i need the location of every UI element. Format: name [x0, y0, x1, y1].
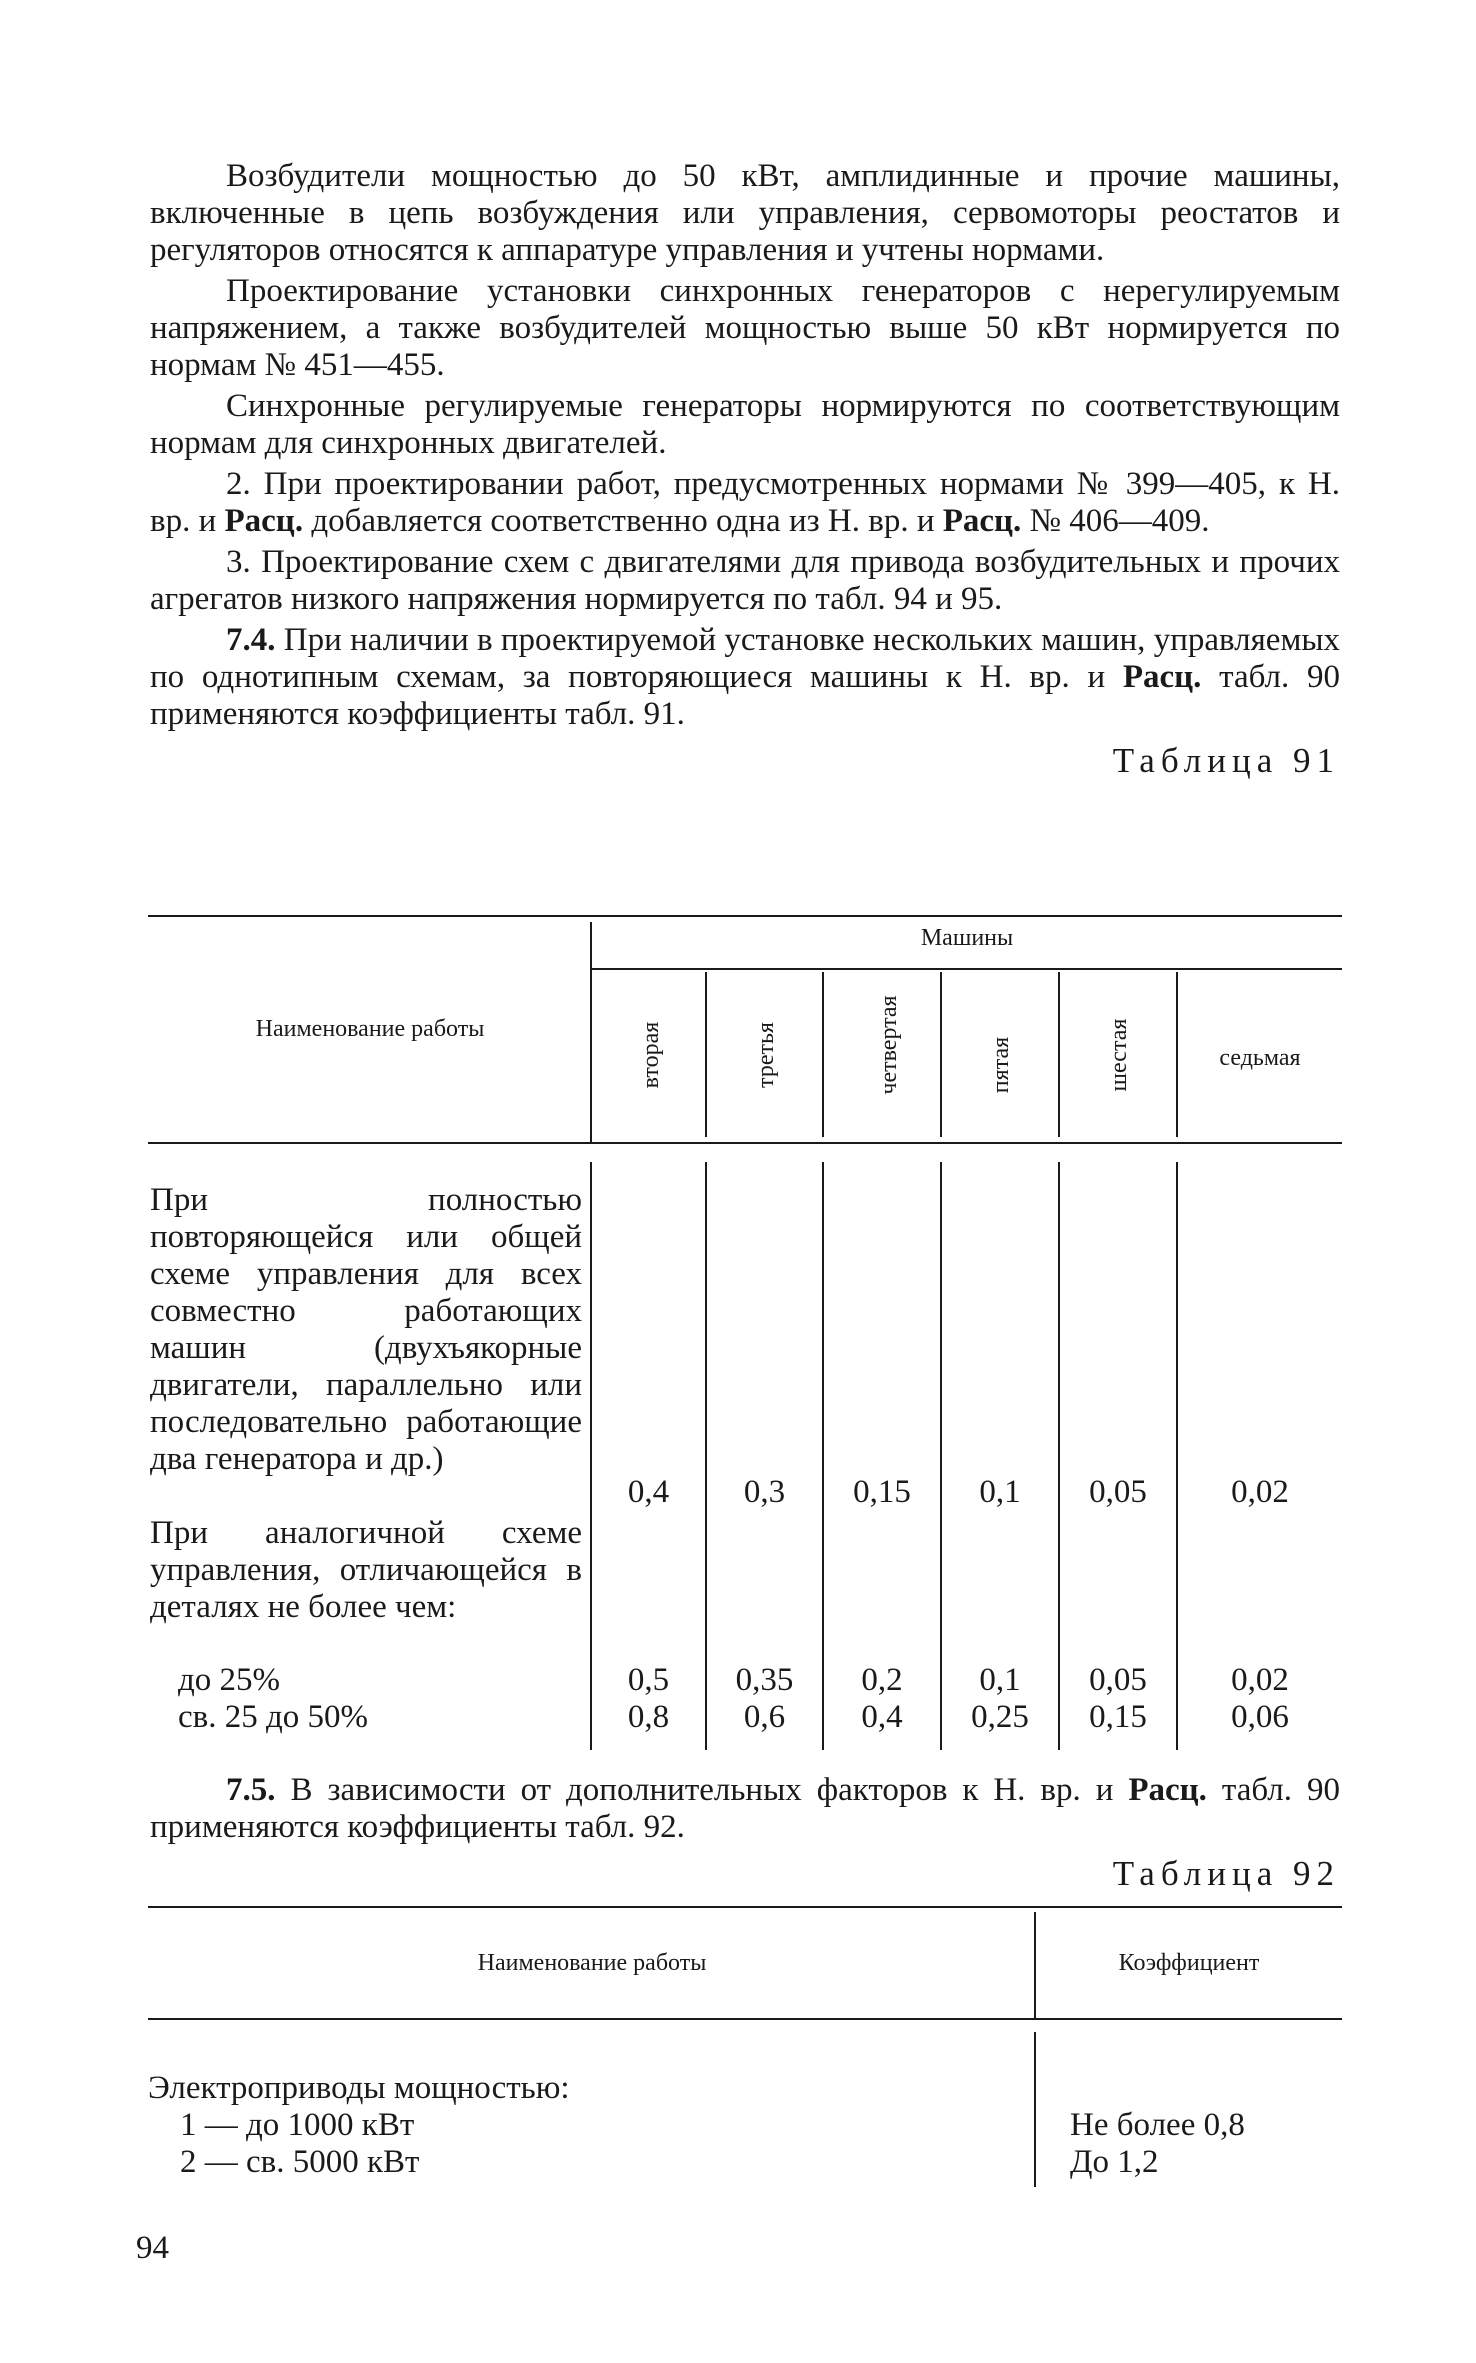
table-91-row-1-text: При полностью повторяющейся или общей схеме управления для всех совместно работающих машин (двухъякорные двигатели, параллельно или последовательно работающие два генератора и др.) — [150, 1182, 582, 1477]
paragraph-6 — [150, 622, 1340, 733]
column-header: шестая — [1106, 1018, 1132, 1092]
paragraph-4-part: 2. При проектировании работ, предусмотренных нормами № 399—405, к Н. вр. и — [150, 466, 1340, 539]
table-92-row-title: Электроприводы мощностью: — [148, 2070, 570, 2106]
table-91-cell: 0,1 — [979, 1474, 1021, 1510]
table-91-cell: 0,06 — [1231, 1699, 1289, 1735]
table-91-cell: 0,35 — [735, 1662, 794, 1698]
table-92-row-label: 2 — св. 5000 кВт — [180, 2144, 420, 2180]
table-91-header-name: Наименование работы — [255, 1016, 485, 1042]
table-rule — [148, 1142, 1342, 1144]
paragraph-1: Возбудители мощностью до 50 кВт, амплидинные и прочие машины, включенные в цепь возбуждения или управления, сервомоторы реостатов и регуляторов относятся к аппаратуре управления и учтены нормами. — [150, 158, 1340, 268]
body-text-2 — [150, 1772, 1340, 1904]
table-91-cell: 0,6 — [743, 1699, 786, 1735]
bold-rasc: Расц. — [942, 503, 1022, 539]
table-91-row-2-text: При аналогичной схеме управления, отличающейся в деталях не более чем: — [150, 1515, 582, 1625]
paragraph-6-part: При наличии в проектируемой установке нескольких машин, управляемых по однотипным схемам, за повторяющиеся машины к Н. вр. и — [150, 622, 1340, 695]
section-number: 7.5. — [226, 1772, 276, 1808]
paragraph-7-part: табл. 90 применяются коэффициенты табл. 92. — [150, 1772, 1340, 1845]
table-91-cell: 0,02 — [1231, 1474, 1289, 1510]
table-91-cell: 0,4 — [627, 1474, 670, 1510]
bold-rasc: Расц. — [1122, 659, 1202, 695]
paragraph-2: Проектирование установки синхронных генераторов с нерегулируемым напряжением, а также возбудителей мощностью выше 50 кВт нормируется по нормам № 451—455. — [150, 273, 1340, 383]
table-91-cell: 0,5 — [627, 1662, 670, 1698]
table-divider — [822, 972, 824, 1137]
table-91-cell: 0,8 — [627, 1699, 670, 1735]
table-91-cell: 0,15 — [853, 1474, 911, 1510]
table-92-title: Таблица 92 — [1112, 1854, 1340, 1893]
table-91-title: Таблица 91 — [1112, 741, 1340, 780]
table-divider — [590, 922, 592, 1142]
section-number: 7.4. — [226, 622, 276, 658]
paragraph-4-part: добавляется соответственно одна из Н. вр. и — [303, 503, 943, 539]
table-92-row-label: 1 — до 1000 кВт — [180, 2107, 415, 2143]
table-91-header-group: Машины — [920, 925, 1014, 951]
table-91-cell: 0,3 — [743, 1474, 786, 1510]
table-divider — [705, 972, 707, 1137]
table-92-header-coef: Коэффициент — [1118, 1950, 1260, 1976]
table-91-cell: 0,05 — [1089, 1474, 1147, 1510]
table-91-cell: 0,02 — [1231, 1662, 1289, 1698]
table-91-cell: 0,05 — [1089, 1662, 1147, 1698]
table-rule — [148, 1906, 1342, 1908]
table-91-cell: 0,25 — [971, 1699, 1029, 1735]
column-header: третья — [753, 1022, 779, 1088]
paragraph-3: Синхронные регулируемые генераторы нормируются по соответствующим нормам для синхронных двигателей. — [150, 388, 1340, 461]
bold-rasc: Расц. — [1128, 1772, 1207, 1808]
table-91-row-label: св. 25 до 50% — [178, 1699, 369, 1735]
page-number: 94 — [136, 2230, 169, 2266]
column-header: вторая — [638, 1021, 664, 1089]
paragraph-6-part: табл. 90 применяются коэффициенты табл. 91. — [150, 659, 1340, 732]
table-92-value: До 1,2 — [1070, 2144, 1159, 2180]
table-91-cell: 0,4 — [861, 1699, 903, 1735]
body-text — [150, 158, 1340, 791]
table-rule — [592, 968, 1342, 970]
column-header: четвертая — [876, 995, 902, 1095]
table-divider — [940, 972, 942, 1137]
table-91-cell: 0,2 — [861, 1662, 903, 1698]
column-header: седьмая — [1219, 1045, 1301, 1071]
paragraph-4 — [150, 466, 1340, 540]
column-header: пятая — [988, 1036, 1014, 1094]
table-91-cell: 0,15 — [1089, 1699, 1147, 1735]
paragraph-5: 3. Проектирование схем с двигателями для привода возбудительных и прочих агрегатов низкого напряжения нормируется по табл. 94 и 95. — [150, 544, 1340, 617]
table-92-value: Не более 0,8 — [1070, 2107, 1245, 2143]
table-91-cell: 0,1 — [979, 1662, 1021, 1698]
table-divider — [1034, 2032, 1036, 2187]
table-91-row-label: до 25% — [178, 1662, 281, 1698]
paragraph-4-part: № 406—409. — [1021, 503, 1210, 539]
table-rule — [148, 2018, 1342, 2020]
table-rule — [148, 915, 1342, 917]
paragraph-7-part: В зависимости от дополнительных факторов к Н. вр. и — [275, 1772, 1129, 1808]
table-divider — [1058, 972, 1060, 1137]
table-92-header-name: Наименование работы — [477, 1950, 707, 1976]
paragraph-7 — [150, 1772, 1340, 1846]
bold-rasc: Расц. — [224, 503, 304, 539]
